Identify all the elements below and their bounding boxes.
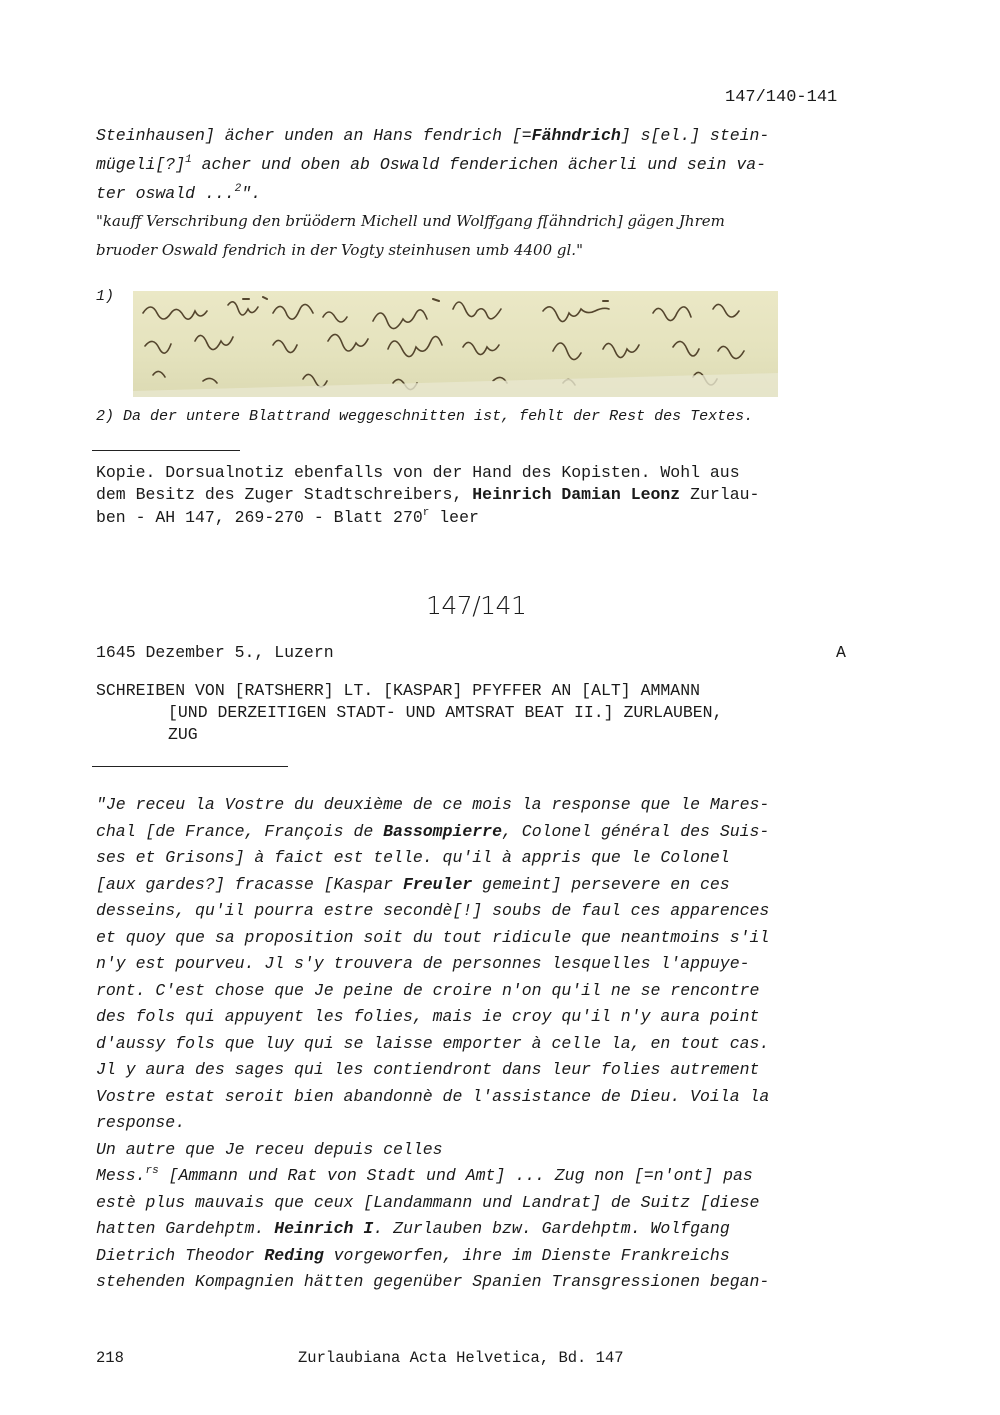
body-text-line: Vostre estat seroit bien abandonnè de l'assistance de Dieu. Voila la [96,1086,770,1106]
footnote-2: 2) Da der untere Blattrand weggeschnitten ist, fehlt der Rest des Textes. [96,408,754,425]
handwriting-strokes [133,291,778,397]
footer-publication: Zurlaubiana Acta Helvetica, Bd. 147 [298,1349,624,1367]
body-text-line: ront. C'est chose que Je peine de croire n'on qu'il ne se rencontre [96,980,760,1000]
body-text-line: d'aussy fols que luy qui se laisse emporter à celle la, en tout cas. [96,1033,770,1053]
prev-text-line: Steinhausen] ächer unden an Hans fendrich [=Fähndrich] s[el.] stein- [96,126,770,145]
bold-name: Fähndrich [531,126,621,145]
superscript: rs [145,1165,159,1177]
body-text-line: desseins, qu'il pourra estre secondè[!] soubs de faul ces apparences [96,901,770,920]
bold-name: Freuler [402,874,473,894]
source-note-line: Kopie. Dorsualnotiz ebenfalls von der Hand des Kopisten. Wohl aus [96,463,740,482]
script-quote-line: "kauff Verschribung den brüödern Michell und Wolffgang f[ähndrich] gägen Jhrem [96,212,725,230]
body-text-line: "Je receu la Vostre du deuxième de ce mois la response que le Mares- [96,795,770,814]
entry-category: A [836,643,846,662]
body-text-line: estè plus mauvais que ceux [Landammann und Landrat] de Suitz [diese [96,1192,760,1212]
section-divider [92,450,240,451]
body-text-line: Dietrich Theodor Reding vorgeworfen, ihre im Dienste Frankreichs [96,1245,730,1265]
footnote-1-label: 1) [96,288,115,305]
entry-title-line: [UND DERZEITIGEN STADT- UND AMTSRAT BEAT II.] ZURLAUBEN, [168,703,723,722]
handwriting-scan-image [133,291,778,397]
source-note-line: ben - AH 147, 269-270 - Blatt 270$^r$ leer [96,507,479,527]
entry-title-line: SCHREIBEN VON [RATSHERR] LT. [KASPAR] PFYFFER AN [ALT] AMMANN [96,681,700,700]
body-text-line: n'y est pourveu. Jl s'y trouvera de personnes lesquelles l'appuye- [96,954,750,973]
superscript: r [422,507,430,519]
section-divider [92,766,288,767]
body-text-line: ses et Grisons] à faict est telle. qu'il à appris que le Colonel [96,848,730,867]
superscript: 2 [234,183,242,195]
entry-date-place: 1645 Dezember 5., Luzern [96,643,334,662]
body-text-line: stehenden Kompagnien hätten gegenüber Spanien Transgressionen began- [96,1272,770,1291]
body-text-line: et quoy que sa proposition soit du tout ridicule que neantmoins s'il [96,927,770,947]
body-text-line: [aux gardes?] fracasse [Kaspar Freuler gemeint] persevere en ces [96,874,730,894]
source-note-line: dem Besitz des Zuger Stadtschreibers, Heinrich Damian Leonz Zurlau- [96,485,760,504]
footer-page-number: 218 [96,1349,124,1367]
bold-name: Heinrich Damian Leonz [472,485,681,504]
bold-name: Heinrich I [274,1219,374,1238]
page-header: 147/140-141 [725,88,838,107]
bold-name: Bassompierre [383,821,502,841]
prev-text-line: mügeli[?]$^1$ acher und oben ab Oswald fenderichen ächerli und sein va- [96,154,767,174]
script-quote-line: bruoder Oswald fendrich in der Vogty steinhusen umb 4400 gl." [96,241,583,259]
body-text-line: Un autre que Je receu depuis celles [96,1139,443,1159]
body-text-line: response. [96,1113,186,1132]
body-text-line: des fols qui appuyent les folies, mais ie croy qu'il n'y aura point [96,1007,760,1026]
prev-text-line: ter oswald ...$^2$". [96,183,262,203]
entry-title-line: ZUG [168,725,198,744]
entry-number: 147/141 [426,591,527,620]
body-text-line: Jl y aura des sages qui les contiendront dans leur folies autrement [96,1060,760,1079]
body-text-line: Mess.$^{rs}$ [Ammann und Rat von Stadt und Amt] ... Zug non [=n'ont] pas [96,1165,753,1185]
superscript: 1 [185,154,192,166]
body-text-line: chal [de France, François de Bassompierre, Colonel général des Suis- [96,821,770,841]
bold-name: Reding [264,1245,324,1265]
body-text-line: hatten Gardehptm. Heinrich I. Zurlauben bzw. Gardehptm. Wolfgang [96,1219,730,1238]
